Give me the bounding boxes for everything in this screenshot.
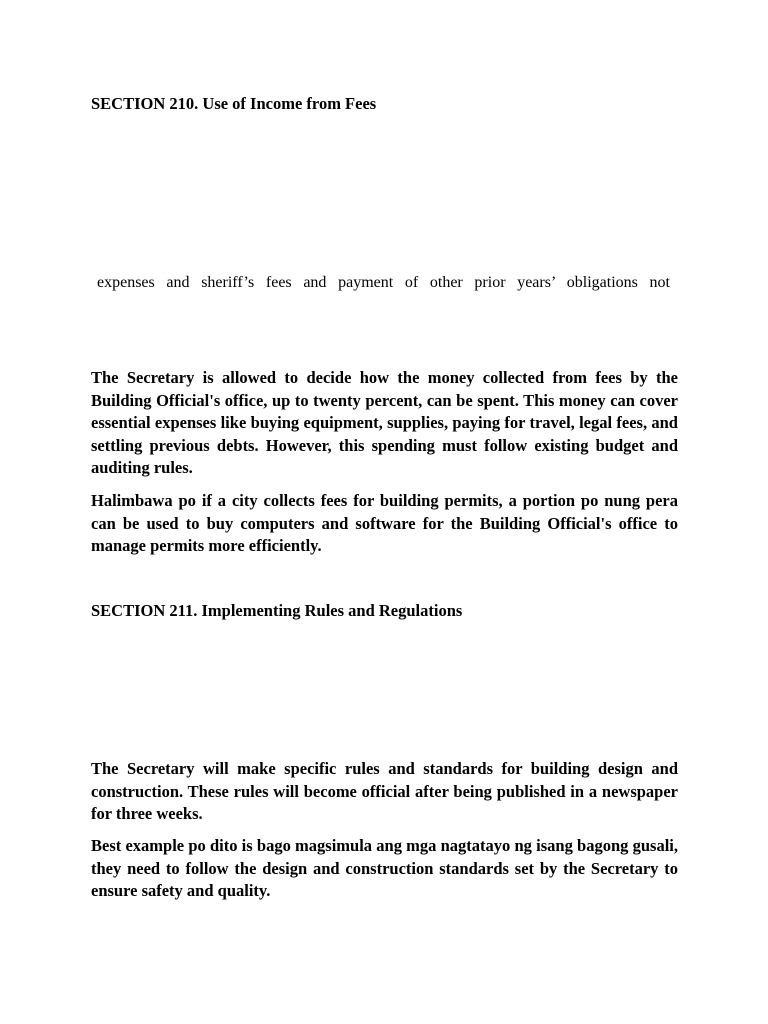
section-211-explanation: The Secretary will make specific rules and standards for building design and construction. These rules will become official after being published in a newspaper for three weeks. [91, 759, 678, 824]
section-210-heading: SECTION 210. Use of Income from Fees [91, 94, 377, 113]
section-210-text-fragment: expenses and sheriff’s fees and payment of other prior years’ obligations not [97, 274, 670, 291]
section-211-example: Best example po dito is bago magsimula ang mga nagtatayo ng isang bagong gusali, they need to follow the design and construction standards set by the Secretary to ensure safety and quality. [91, 836, 678, 901]
section-210-example: Halimbawa po if a city collects fees for building permits, a portion po nung pera can be used to buy computers and software for the Building Official's office to manage permits more efficiently. [91, 491, 678, 556]
section-211-heading: SECTION 211. Implementing Rules and Regulations [91, 601, 463, 620]
section-210-explanation: The Secretary is allowed to decide how the money collected from fees by the Building Official's office, up to twenty percent, can be spent. This money can cover essential expenses like buying equipment, supplies, paying for travel, legal fees, and settling previous debts. However, this spending must follow existing budget and auditing rules. [91, 368, 678, 478]
